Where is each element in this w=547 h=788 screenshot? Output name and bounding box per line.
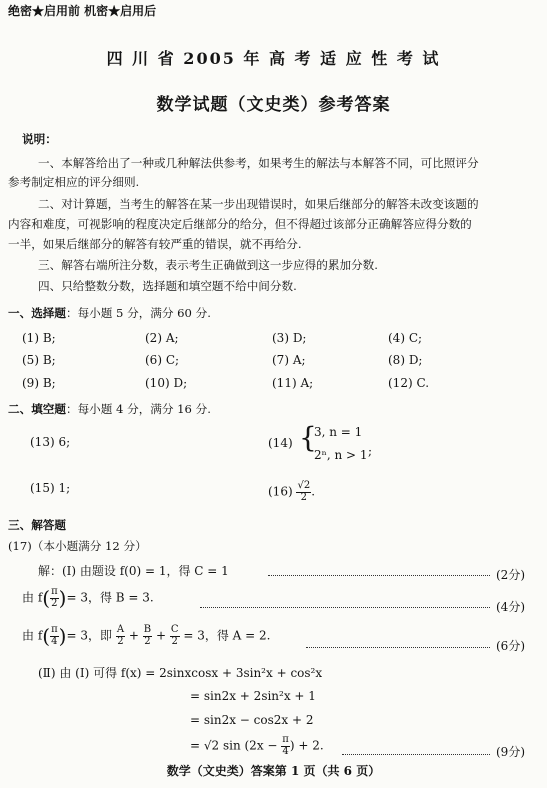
answer-item: (8) D; xyxy=(388,353,423,367)
notes-heading: 说明： xyxy=(22,132,57,146)
answer-15: (15) 1; xyxy=(30,481,71,495)
denominator: 2 xyxy=(171,635,178,647)
answer-key-title: 数学试题（文史类）参考答案 xyxy=(156,95,391,115)
note-4: 四、只给整数分数，选择题和填空题不给中间分数. xyxy=(38,279,297,293)
answer-item: (9) B; xyxy=(22,376,56,390)
answer-item: (11) A; xyxy=(272,376,314,390)
step-2-lead: 由 f xyxy=(22,590,43,605)
answer-14-case-1: 3, n = 1 xyxy=(314,425,363,439)
plus-sign: + xyxy=(155,628,167,643)
numerator: π xyxy=(51,624,58,635)
fraction xyxy=(143,625,152,647)
answer-item: (4) C; xyxy=(388,331,423,345)
dotted-leader xyxy=(306,647,490,648)
answer-item: (12) C. xyxy=(388,376,430,390)
answer-item: (5) B; xyxy=(22,353,56,367)
step-3-lead: 由 f xyxy=(22,628,43,643)
solution-step-3 xyxy=(22,624,270,648)
note-2-line-1: 二、对计算题，当考生的解答在某一步出现错误时，如果后继部分的解答未改变该题的 xyxy=(38,197,479,211)
step-3-mid: = 3，即 xyxy=(66,628,112,643)
answer-item: (3) D; xyxy=(272,331,307,345)
section-2-label: 二、填空题 xyxy=(8,402,66,416)
score-mark: (2分) xyxy=(496,568,525,582)
numerator: π xyxy=(282,734,289,745)
dotted-leader xyxy=(342,754,490,755)
solution-step-6: = sin2x − cos2x + 2 xyxy=(190,713,314,727)
exam-title: 四 川 省 2005 年 高 考 适 应 性 考 试 xyxy=(106,49,441,68)
answer-14-case-2: 2ⁿ, n > 1 xyxy=(314,448,368,462)
confidential-header: 绝密★启用前 机密★启用后 xyxy=(8,4,157,18)
answer-item: (7) A; xyxy=(272,353,306,367)
answer-item: (2) A; xyxy=(145,331,179,345)
numerator: A xyxy=(116,624,125,635)
solution-step-1: 解：(Ⅰ) 由题设 f(0) = 1，得 C = 1 xyxy=(38,564,229,578)
score-mark: (6分) xyxy=(496,639,525,653)
score-mark: (4分) xyxy=(496,600,525,614)
solution-step-2 xyxy=(22,586,154,610)
denominator: 2 xyxy=(51,597,58,609)
solution-step-7 xyxy=(190,735,324,757)
denominator: 2 xyxy=(300,491,308,503)
solution-step-4: (Ⅱ) 由 (Ⅰ) 可得 f(x) = 2sinxcosx + 3sin²x + cos²x xyxy=(38,666,323,680)
left-brace: { xyxy=(299,421,317,454)
fraction xyxy=(281,735,290,757)
section-3-heading: 三、解答题 xyxy=(8,518,66,532)
section-2-desc: ：每小题 4 分，满分 16 分. xyxy=(65,402,211,416)
note-1-line-2: 参考制定相应的评分细则. xyxy=(8,175,140,189)
answer-13: (13) 6; xyxy=(30,435,71,449)
answer-14-end: ; xyxy=(368,444,373,458)
right-paren: ) xyxy=(58,624,67,648)
fraction xyxy=(170,625,180,647)
section-1-heading xyxy=(8,305,211,321)
answer-16-end: . xyxy=(311,484,316,499)
denominator: 2 xyxy=(144,635,151,647)
section-1-desc: ：每小题 5 分，满分 60 分. xyxy=(65,306,211,320)
dotted-leader xyxy=(268,575,490,576)
answer-item: (6) C; xyxy=(145,353,180,367)
answer-16 xyxy=(268,481,315,503)
note-3: 三、解答右端所注分数，表示考生正确做到这一步应得的累加分数. xyxy=(38,258,378,272)
score-mark: (9分) xyxy=(496,745,525,759)
left-paren: ( xyxy=(42,586,51,610)
left-paren: ( xyxy=(42,624,51,648)
denominator: 4 xyxy=(282,745,289,757)
step-7-lead: = √2 sin (2x − xyxy=(190,738,278,753)
fraction xyxy=(116,625,125,647)
numerator: π xyxy=(51,586,58,597)
fraction xyxy=(296,481,311,503)
denominator: 2 xyxy=(117,635,124,647)
fraction xyxy=(50,587,59,609)
dotted-leader xyxy=(200,607,490,608)
plus-sign: + xyxy=(128,628,139,643)
answer-item: (1) B; xyxy=(22,331,56,345)
numerator: C xyxy=(170,624,179,635)
answer-item: (10) D; xyxy=(145,376,188,390)
note-1-line-1: 一、本解答给出了一种或几种解法供参考，如果考生的解法与本解答不同，可比照评分 xyxy=(38,156,479,170)
section-1-label: 一、选择题 xyxy=(8,306,66,320)
numerator: √2 xyxy=(297,480,311,491)
numerator: B xyxy=(143,624,152,635)
section-2-heading xyxy=(8,401,211,417)
note-2-line-3: 一半，如果后继部分的解答有较严重的错误，就不再给分. xyxy=(8,237,302,251)
step-2-tail: = 3，得 B = 3. xyxy=(66,590,154,605)
answer-16-label: (16) xyxy=(268,484,293,499)
note-2-line-2: 内容和难度，可视影响的程度决定后继部分的给分，但不得超过该部分正确解答应得分数的 xyxy=(8,217,472,231)
solution-step-5: = sin2x + 2sin²x + 1 xyxy=(190,689,316,703)
page-footer: 数学（文史类）答案第 1 页（共 6 页） xyxy=(166,764,381,778)
step-3-tail: = 3，得 A = 2. xyxy=(183,628,271,643)
question-17-heading: (17)（本小题满分 12 分） xyxy=(8,539,147,553)
fraction xyxy=(50,625,59,647)
answer-14-label: (14) xyxy=(268,436,293,450)
denominator: 4 xyxy=(51,635,58,647)
right-paren: ) xyxy=(58,586,67,610)
step-7-tail: ) + 2. xyxy=(289,738,324,753)
